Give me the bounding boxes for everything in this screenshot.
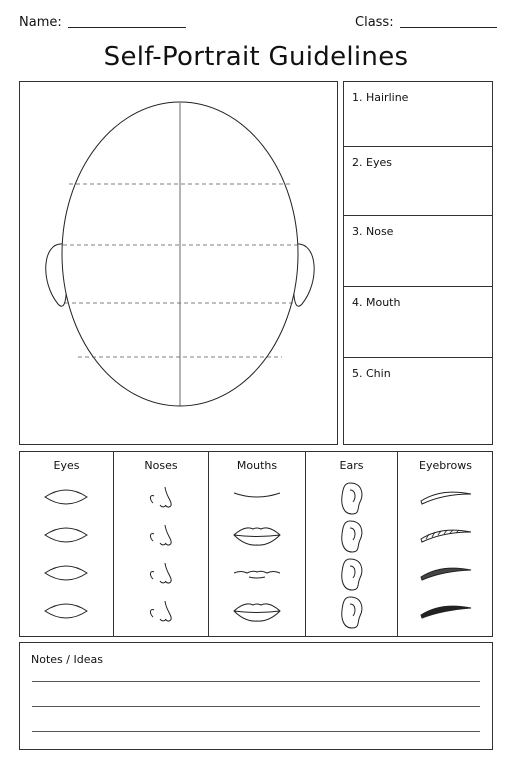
step-label: 2. Eyes <box>352 156 392 169</box>
mouth-icon <box>234 528 280 545</box>
eyebrow-icon <box>421 568 471 580</box>
step-mouth[interactable] <box>344 286 492 357</box>
column-heading: Mouths <box>236 459 278 472</box>
step-label: 4. Mouth <box>352 296 401 309</box>
class-label: Class: <box>355 15 394 30</box>
face-template-panel <box>19 81 338 445</box>
nose-icon <box>150 563 171 583</box>
step-eyes[interactable] <box>344 146 492 215</box>
name-field[interactable] <box>19 15 186 30</box>
eye-icon <box>45 490 87 504</box>
mouth-icon <box>234 571 280 578</box>
step-label: 5. Chin <box>352 367 391 380</box>
mouth-icon <box>234 493 280 497</box>
step-hairline[interactable] <box>344 82 492 146</box>
eyebrow-icon <box>421 530 471 542</box>
face-template-drawing <box>20 82 339 446</box>
page-title: Self-Portrait Guidelines <box>103 42 409 72</box>
column-heading: Eyebrows <box>419 459 472 472</box>
column-ears <box>305 452 397 636</box>
steps-panel <box>343 81 493 445</box>
nose-icon <box>150 525 171 545</box>
nose-icon <box>150 487 171 507</box>
ear-icon <box>342 559 362 590</box>
name-blank-line[interactable] <box>68 27 186 28</box>
eyebrow-icon <box>421 606 471 618</box>
step-chin[interactable] <box>344 357 492 445</box>
mouth-icon <box>234 604 280 621</box>
eye-icon <box>45 528 87 542</box>
column-heading: Ears <box>339 459 364 472</box>
eyebrow-icon <box>421 492 471 504</box>
notes-panel <box>19 642 493 750</box>
column-heading: Noses <box>144 459 178 472</box>
notes-label: Notes / Ideas <box>31 653 103 666</box>
eye-icon <box>45 604 87 618</box>
step-label: 3. Nose <box>352 225 394 238</box>
column-eyebrows <box>397 452 493 636</box>
step-nose[interactable] <box>344 215 492 286</box>
notes-line[interactable] <box>32 681 480 682</box>
eye-icon <box>45 566 87 580</box>
ear-icon <box>342 597 362 628</box>
notes-line[interactable] <box>32 706 480 707</box>
class-blank-line[interactable] <box>400 27 497 28</box>
ear-icon <box>342 483 362 514</box>
step-label: 1. Hairline <box>352 91 409 104</box>
feature-reference-panel <box>19 451 493 637</box>
column-eyes <box>20 452 113 636</box>
column-heading: Eyes <box>53 459 80 472</box>
column-noses <box>113 452 208 636</box>
column-mouths <box>208 452 305 636</box>
class-field[interactable] <box>355 15 497 30</box>
nose-icon <box>150 601 171 621</box>
ear-icon <box>342 521 362 552</box>
notes-line[interactable] <box>32 731 480 732</box>
name-label: Name: <box>19 15 62 30</box>
